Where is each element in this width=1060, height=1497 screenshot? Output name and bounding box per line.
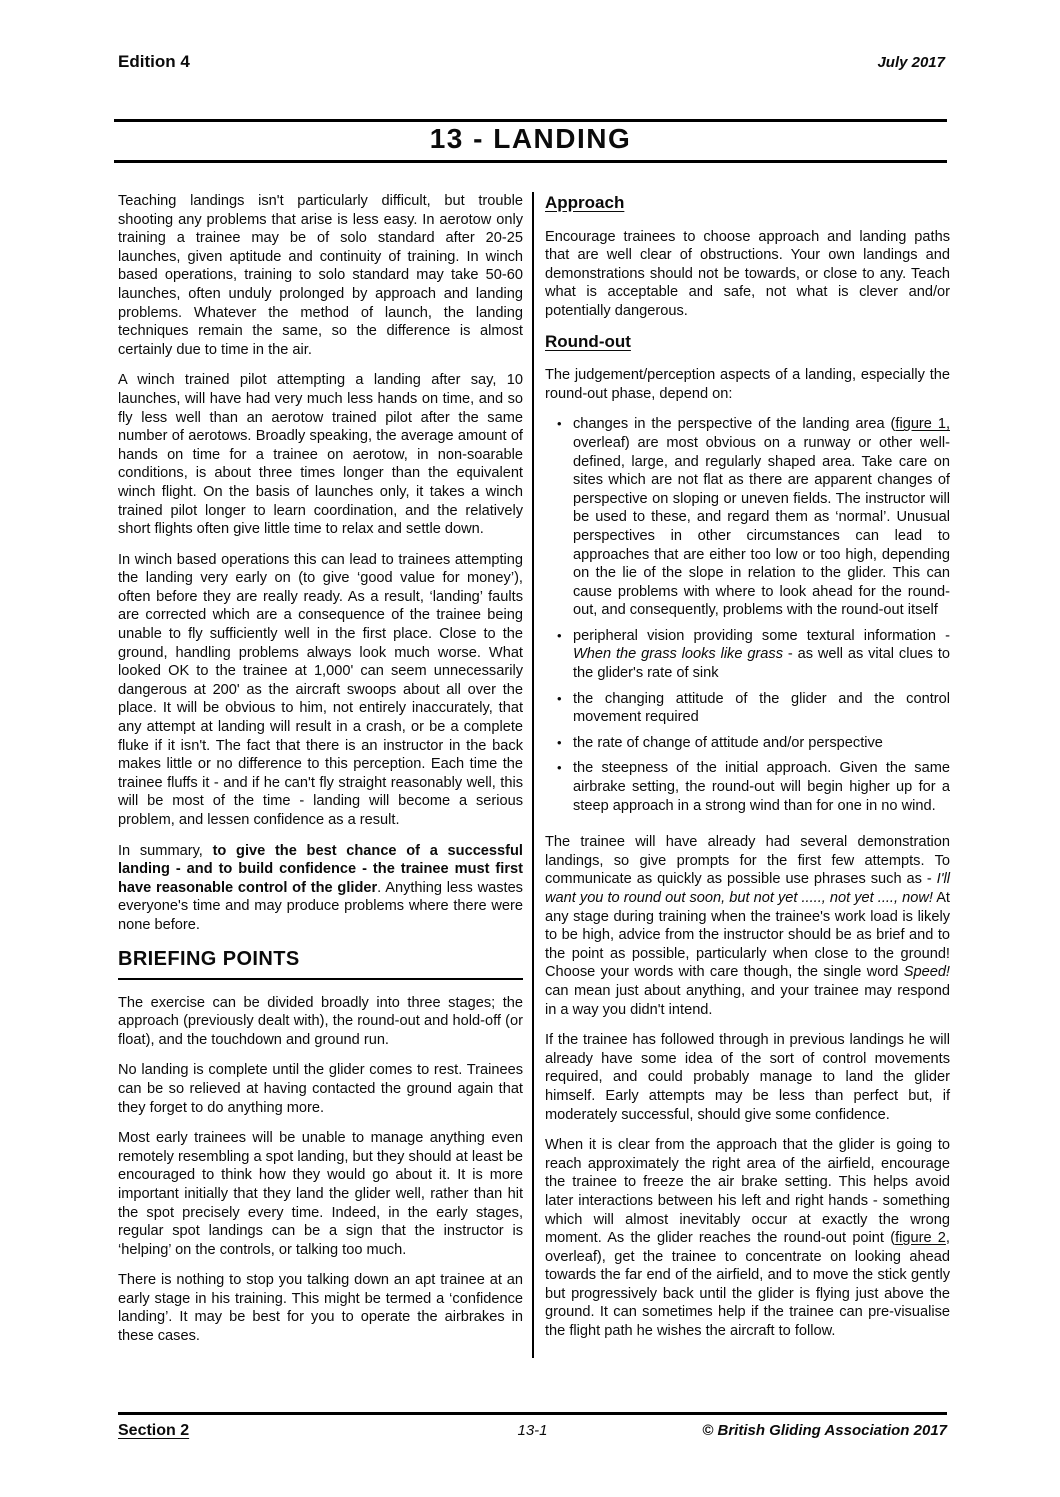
text-run: overleaf) are most obvious on a runway or other well-defined, large, and regularly shaped area. Take care on sites which are not flat as there are apparent changes of perspective on sloping or uneven fields. The instructor will be used to these, and regard them as ‘normal’. Unusual perspectives in other circumstances can lead to approaches that are either too low or too high, depending on the lie of the slope in relation to the glider. This can cause problems with where to look ahead for the round-out, and consequently, problems with the round-out itself: [573, 434, 950, 619]
left-column: [118, 192, 523, 1358]
text-run: - as well as vital clues to the glider's rate of sink: [573, 646, 950, 682]
bullet-item: [545, 627, 950, 683]
text-run: peripheral vision providing some textural information -: [573, 627, 950, 644]
text-run: changes in the perspective of the landing area (: [573, 416, 896, 433]
text-run: . Anything less wastes everyone's time and may produce problems where there were none before.: [118, 879, 523, 933]
text-run: , overleaf), get the trainee to concentrate on looking ahead towards the far end of the airfield, and to move the stick gently but progressively back until the glider is flying just above the ground. It can sometimes help if the trainee can pre-visualise the flight path he wishes the aircraft to follow.: [545, 1230, 950, 1340]
paragraph: Encourage trainees to choose approach and landing paths that are well clear of obstructions. Your own landings and demonstrations should not be towards, or close to any. Teach what is acceptable and safe, not what is clever and/or potentially dangerous.: [545, 228, 950, 319]
page-number: 13-1: [517, 1422, 548, 1439]
page-body: [118, 192, 950, 1358]
text-run: can mean just about anything, and your trainee may respond in a way you didn't intend.: [545, 982, 950, 1018]
bullet-text: the changing attitude of the glider and the control movement required: [573, 690, 950, 726]
text-run: I'll want you to round out soon, but not yet ....., not yet ...., now!: [545, 871, 950, 906]
paragraph: No landing is complete until the glider comes to rest. Trainees can be so relieved at having contacted the ground again that they forget to do anything more.: [118, 1062, 523, 1116]
bullet-text: [573, 415, 950, 620]
paragraph: In winch based operations this can lead to trainees attempting the landing very early on (to give ‘good value for money’), often before they are really ready. As a result, ‘landing’ faults are corrected which are a consequence of the trainee being unable to fly sufficiently well in the first place. Close to the ground, handling problems always look much worse. What looked OK to the trainee at 1,000' can seem unnecessarily dangerous at 200' as the aircraft swoops about all over the place. It will be obvious to him, not entirely inaccurately, that any attempt at landing will result in a crash, or be a complete fluke if it isn't. The fact that there is an instructor in the back makes little or no difference to this perception. Each time the trainee fluffs it - and if he can't fly straight reasonably well, this will be most of the time - landing will become a serious problem, and lessen confidence as a result.: [118, 551, 523, 828]
bullet-item: [545, 415, 950, 620]
bullet-icon: •: [557, 734, 562, 750]
column-divider-line: [532, 192, 534, 1358]
paragraph: Teaching landings isn't particularly difficult, but trouble shooting any problems that arise is less easy. In aerotow only training a trainee may be of solo standard after 20-25 launches, given aptitude and continuity of training. In winch based operations, training to solo standard may take 50-60 launches, often unduly prolonged by approach and landing problems. Whatever the method of launch, the landing techniques remain the same, so the difference is almost certainly due to time in the air.: [118, 193, 523, 358]
bullet-text: [573, 627, 950, 683]
paragraph: [545, 833, 950, 1019]
figure-reference-link[interactable]: figure 1,: [895, 416, 951, 433]
bullet-item: [545, 734, 950, 753]
page-header: [118, 52, 945, 72]
text-run: At any stage during training when the trainee's work load is likely to be high, advice from the instructor should be as brief and to the point as possible, particularly when close to the ground! Choose your words with care though, the single word: [545, 890, 950, 981]
bullet-text: the steepness of the initial approach. Given the same airbrake setting, the round-out will begin higher up for a steep approach in a strong wind than for one in no wind.: [573, 760, 950, 814]
text-run: In summary,: [118, 842, 213, 859]
chapter-title-band: [114, 119, 947, 163]
edition-label: Edition 4: [118, 52, 190, 71]
date-label: July 2017: [877, 54, 945, 71]
page-title: 13 - LANDING: [429, 123, 632, 154]
copyright-notice: © British Gliding Association 2017: [702, 1422, 947, 1439]
footer-row: [118, 1422, 947, 1440]
paragraph: [545, 1136, 950, 1341]
roundout-heading: Round-out: [545, 331, 631, 351]
bullet-icon: •: [557, 627, 562, 643]
paragraph: The judgement/perception aspects of a landing, especially the round-out phase, depend on:: [545, 367, 950, 402]
bullet-icon: •: [557, 760, 562, 776]
section-link[interactable]: Section 2: [118, 1422, 190, 1439]
heading-rule: [118, 978, 523, 980]
paragraph: Most early trainees will be unable to manage anything even remotely resembling a spot landing, but they should at least be encouraged to think how they would go about it. It is more important initially that they land the glider well, rather than hit the spot precisely every time. Indeed, in the early stages, regular spot landings can be a sign that the instructor is ‘helping’ on the controls, or talking too much.: [118, 1130, 523, 1258]
right-column: [545, 192, 950, 1358]
roundout-bullet-list: [545, 415, 950, 815]
page-footer: [118, 1412, 947, 1440]
text-run: to give the best chance of a successful landing - and to build confidence - the trainee must first have reasonable control of the glider: [118, 842, 523, 896]
paragraph: A winch trained pilot attempting a landing after say, 10 launches, will have had very much less hands on time, and so fly less well than an aerotow trained pilot after the same number of aerotows. Broadly speaking, the average amount of hands on time for a trainee on aerotow, in non-soarable conditions, is about three times longer than the equivalent winch flight. On the basis of launches only, it takes a winch trained pilot longer to learn coordination, and the relatively short flights often give little time to relax and settle down.: [118, 372, 523, 538]
text-run: The trainee will have already had several demonstration landings, so give prompts for the first few attempts. To communicate as quickly as possible use phrases such as -: [545, 834, 950, 888]
bullet-icon: •: [557, 690, 562, 706]
bullet-icon: •: [557, 416, 562, 432]
paragraph: If the trainee has followed through in previous landings he will already have some idea of the sort of control movements required, and could probably manage to land the glider himself. Early attempts may be less than perfect but, if moderately successful, should give some confidence.: [545, 1032, 950, 1123]
summary-paragraph: [118, 842, 523, 935]
paragraph: There is nothing to stop you talking down an apt trainee at an early stage in his training. This might be termed a ‘confidence landing’. It may be best for you to operate the airbrakes in these cases.: [118, 1272, 523, 1345]
text-run: When it is clear from the approach that the glider is going to reach approximately the right area of the airfield, encourage the trainee to freeze the air brake setting. This helps avoid later interactions between his left and right hands - something which will almost inevitably occur at exactly the wrong moment. As the glider reaches the round-out point (: [545, 1137, 950, 1247]
approach-heading: Approach: [545, 193, 625, 212]
paragraph: The exercise can be divided broadly into three stages; the approach (previously dealt with), the round-out and hold-off (or float), and the touchdown and ground run.: [118, 994, 523, 1048]
figure-reference-link[interactable]: figure 2: [895, 1230, 946, 1247]
briefing-points-heading: BRIEFING POINTS: [118, 947, 300, 970]
bullet-item: [545, 759, 950, 815]
bullet-item: [545, 690, 950, 727]
text-run: Speed!: [903, 964, 950, 981]
bullet-text: the rate of change of attitude and/or perspective: [573, 734, 883, 751]
text-run: When the grass looks like grass: [573, 646, 784, 663]
